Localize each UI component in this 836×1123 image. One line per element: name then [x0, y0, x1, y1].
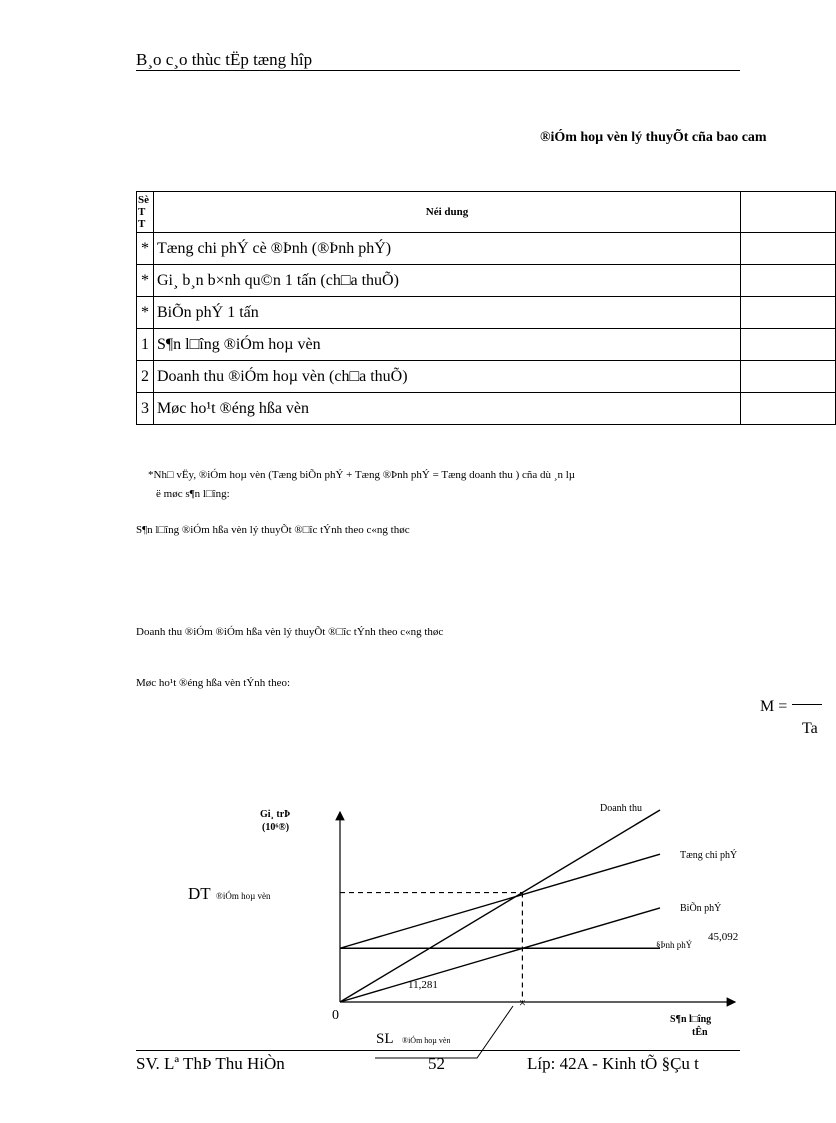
breakeven-table	[136, 191, 836, 425]
row-stt: 1	[137, 329, 154, 361]
row-stt: *	[137, 265, 154, 297]
x-axis-label-line1: S¶n l□îng	[670, 1014, 712, 1025]
m-formula-label: M =	[760, 698, 788, 715]
row-value	[741, 233, 836, 265]
row-stt: *	[137, 297, 154, 329]
sl-formula-text: S¶n l□îng ®iÓm hßa vèn lý thuyÕt ®□îc tÝnh theo c«ng thøc	[136, 524, 410, 536]
note-breakeven-line1: *Nh□ vËy, ®iÓm hoµ vèn (Tæng biÕn phÝ + Tæng ®Þnh phÝ = Tæng doanh thu ) cña dù ¸n lµ	[148, 469, 576, 481]
dt-breakeven-label: DT	[188, 884, 211, 903]
row-value	[741, 329, 836, 361]
section-title: ®iÓm hoµ vèn lý thuyÕt cña bao cam	[540, 130, 767, 145]
m-formula-fraction-bar	[792, 704, 822, 705]
footer-class: Líp: 42A - Kinh tÕ §Çu t	[527, 1054, 699, 1073]
row-stt: *	[137, 233, 154, 265]
header-content: Néi dung	[154, 192, 741, 233]
row-value	[741, 297, 836, 329]
dt-formula-text: Doanh thu ®iÓm ®iÓm hßa vèn lý thuyÕt ®□îc tÝnh theo c«ng thøc	[136, 626, 444, 638]
dt-breakeven-sublabel: ®iÓm hoµ vèn	[216, 891, 271, 901]
sl-breakeven-label: SL	[376, 1031, 394, 1047]
variable-cost-line	[340, 908, 660, 1002]
row-value	[741, 393, 836, 425]
note-breakeven-line2: ë møc s¶n l□îng:	[156, 488, 230, 500]
fixed-cost-value: 45,092	[708, 931, 739, 943]
row-content: Doanh thu ®iÓm hoµ vèn (ch□a thuÕ)	[154, 361, 741, 393]
y-axis-label-line1: Gi¸ trÞ	[260, 809, 291, 820]
variable-cost-value: 11,281	[408, 979, 438, 991]
page-header-title: B¸o c¸o thùc tËp tæng hîp	[136, 50, 313, 69]
revenue-line	[340, 810, 660, 1002]
row-value	[741, 265, 836, 297]
table-row	[137, 393, 836, 425]
table-row	[137, 297, 836, 329]
m-formula-text: Møc ho¹t ®éng hßa vèn tÝnh theo:	[136, 677, 291, 689]
m-formula-denominator: Ta	[802, 720, 818, 737]
legend-fixed-cost: §Þnh phÝ	[656, 940, 693, 950]
y-axis-label-line2: (10⁶®)	[262, 822, 290, 833]
legend-variable-cost: BiÕn phÝ	[680, 903, 722, 914]
row-stt: 2	[137, 361, 154, 393]
total-cost-line	[340, 854, 660, 948]
breakeven-x-marker: ×	[518, 995, 527, 1010]
table-row	[137, 265, 836, 297]
sl-breakeven-sublabel: ®iÓm hoµ vèn	[402, 1036, 451, 1045]
row-content: Tæng chi phÝ cè ®Þnh (®Þnh phÝ)	[154, 233, 741, 265]
breakeven-chart	[140, 790, 790, 1048]
row-content: Gi¸ b¸n b×nh qu©n 1 tấn (ch□a thuÕ)	[154, 265, 741, 297]
table-header-row	[137, 192, 836, 233]
footer-page-number: 52	[428, 1054, 445, 1073]
footer-rule	[136, 1050, 740, 1051]
header-rule	[136, 70, 740, 71]
row-content: BiÕn phÝ 1 tấn	[154, 297, 741, 329]
footer-student-name: SV. Lª ThÞ Thu HiÒn	[136, 1054, 285, 1073]
table-row	[137, 233, 836, 265]
origin-label: 0	[332, 1008, 339, 1023]
row-content: S¶n l□îng ®iÓm hoµ vèn	[154, 329, 741, 361]
row-value	[741, 361, 836, 393]
row-stt: 3	[137, 393, 154, 425]
x-axis-label-line2: tÊn	[692, 1027, 708, 1038]
table-row	[137, 329, 836, 361]
legend-revenue: Doanh thu	[600, 803, 642, 814]
legend-total-cost: Tæng chi phÝ	[680, 850, 738, 861]
row-content: Møc ho¹t ®éng hßa vèn	[154, 393, 741, 425]
table-row	[137, 361, 836, 393]
header-stt: Sè T T	[137, 192, 154, 233]
header-value	[741, 192, 836, 233]
